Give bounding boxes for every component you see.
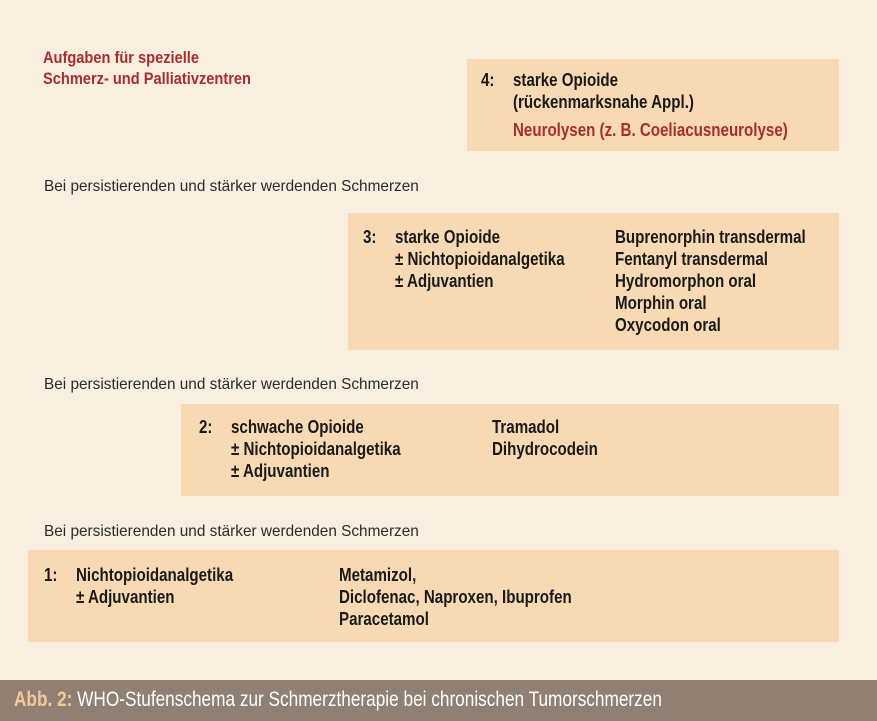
step-3-example-4: Morphin oral [615,293,707,313]
step-3-example-5: Oxycodon oral [615,315,721,335]
heading-line-1: Aufgaben für spezielle [43,48,199,67]
step-4-number: 4: [481,70,495,90]
escalation-text-2: Bei persistierenden und stärker werdenden Schmerzen [44,376,419,393]
step-1-examples [339,564,572,630]
palliative-centers-heading [43,47,251,89]
escalation-text-3: Bei persistierenden und stärker werdenden Schmerzen [44,178,419,195]
step-3-line-1: starke Opioide [395,227,501,247]
step-2-examples [492,416,598,460]
step-1-content [76,564,233,608]
step-3-number: 3: [363,227,377,247]
step-4-content [513,69,788,141]
step-3-example-2: Fentanyl transdermal [615,249,768,269]
step-4-neurolysis: Neurolysen (z. B. Coeliacusneurolyse) [513,120,788,140]
figure-caption [14,688,662,712]
step-1-line-2: ± Adjuvantien [76,587,175,607]
heading-line-2: Schmerz- und Palliativzentren [43,69,251,88]
step-3-examples [615,226,806,336]
step-4-line-2: (rückenmarksnahe Appl.) [513,92,694,112]
step-2-example-2: Dihydrocodein [492,439,598,459]
step-2-content [231,416,401,482]
step-1-number: 1: [44,565,58,585]
step-4-line-1: starke Opioide [513,70,619,90]
step-2-line-2: ± Nichtopioidanalgetika [231,439,401,459]
step-1-example-1: Metamizol, [339,565,417,585]
step-3-line-3: ± Adjuvantien [395,271,494,291]
step-3-line-2: ± Nichtopioidanalgetika [395,249,565,269]
step-3-content [395,226,565,292]
step-2-line-1: schwache Opioide [231,417,364,437]
caption-label: Abb. 2: [14,688,73,711]
step-1-line-1: Nichtopioidanalgetika [76,565,234,585]
step-2-example-1: Tramadol [492,417,560,437]
caption-text: WHO-Stufenschema zur Schmerztherapie bei chronischen Tumorschmerzen [77,688,662,711]
escalation-text-1: Bei persistierenden und stärker werdenden Schmerzen [44,523,419,540]
step-3-example-3: Hydromorphon oral [615,271,757,291]
step-3-example-1: Buprenorphin transdermal [615,227,806,247]
step-2-number: 2: [199,417,213,437]
step-1-example-3: Paracetamol [339,609,429,629]
figure-caption-bar [0,680,877,721]
step-2-line-3: ± Adjuvantien [231,461,330,481]
step-1-example-2: Diclofenac, Naproxen, Ibuprofen [339,587,572,607]
